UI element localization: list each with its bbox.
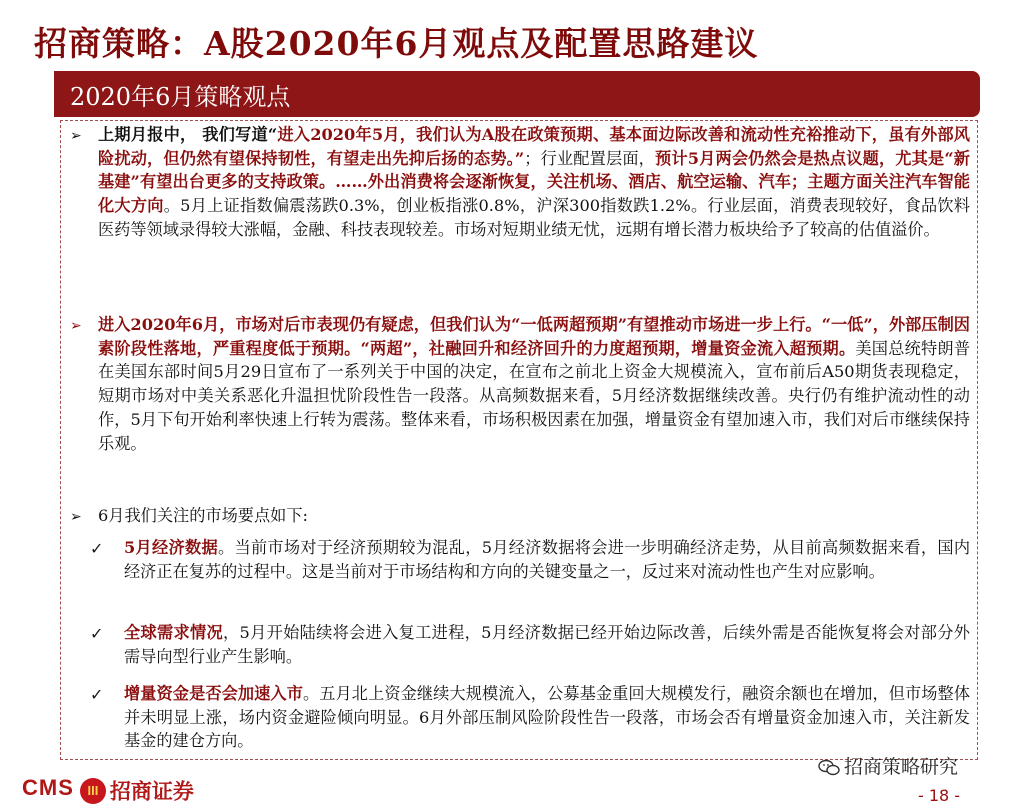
highlight-text: 全球需求情况 — [124, 623, 224, 642]
paragraph-1 — [98, 123, 970, 242]
company-name: 招商证券 — [109, 778, 194, 804]
body-text: 。5月上证指数偏震荡跌0.3%，创业板指涨0.8%，沪深300指数跌1.2%。行业层面，消费表现较好，食品饮料医药等领域录得较大涨幅，金融、科技表现较差。市场对短期业绩无忧，远期有增长潜力板块给予了较高的估值溢价。 — [98, 196, 970, 239]
bullet-arrow-icon: ➢ — [70, 128, 82, 144]
body-text: 美国总统特朗普在美国东部时间5月29日宣布了一系列关于中国的决定，在宣布之前北上资金大规模流入，宣布前后A50期货表现稳定，短期市场对中美关系恶化升温担忧阶段性告一段落。从高频数据来看，5月经济数据继续改善。央行仍有维护流动性的动作，5月下旬开始利率快速上行转为震荡。整体来看，市场积极因素在加强，增量资金有望加速入市，我们对后市继续保持乐观。 — [98, 338, 971, 453]
paragraph-2 — [98, 313, 970, 455]
wechat-icon — [818, 759, 840, 777]
paragraph-3 — [98, 504, 970, 528]
page-title: 招商策略：A股2020年6月观点及配置思路建议 — [34, 24, 759, 63]
check-icon: ✓ — [90, 685, 104, 704]
body-text: 。当前市场对于经济预期较为混乱，5月经济数据将会进一步明确经济走势，从目前高频数据来看，国内经济正在复苏的过程中。这是当前对于市场结构和方向的关键变量之一，反过来对流动性也产生对应影响。 — [124, 538, 971, 581]
wechat-watermark — [818, 752, 958, 779]
highlight-text: 增量资金是否会加速入市 — [124, 684, 303, 703]
section-banner — [54, 71, 980, 117]
logo-seal-icon: III — [80, 778, 106, 804]
check-icon: ✓ — [90, 539, 104, 558]
logo-cms-text: CMS — [22, 775, 74, 800]
watermark-text: 招商策略研究 — [844, 756, 959, 778]
highlight-text: 进入2020年5月，我们认为A股在政策预期、基本面边际改善和流动性充裕推动下，虽有外部风险扰动，但仍然有望保持韧性，有望走出先抑后扬的态势。” — [98, 125, 970, 168]
section-banner-label: 2020年6月策略观点 — [70, 83, 291, 111]
body-text: 。五月北上资金继续大规模流入，公募基金重回大规模发行，融资余额也在增加，但市场整体并未明显上涨，场内资金避险倾向明显。6月外部压制风险阶段性告一段落，市场会否有增量资金加速入市，关注新发基金的建仓方向。 — [124, 684, 971, 751]
check-item-economy — [124, 536, 970, 583]
company-logo — [22, 775, 194, 806]
highlight-text: 进入2020年6月，市场对后市表现仍有疑虑，但我们认为“一低两超预期”有望推动市场进一步上行。“一低”，外部压制因素阶段性落地，严重程度低于预期。“两超”，社融回升和经济回升的力度超预期，增量资金流入超预期。 — [98, 315, 970, 358]
highlight-text: 预计5月两会仍然会是热点议题，尤其是“新基建”有望出台更多的支持政策。……外出消费将会逐渐恢复，关注机场、酒店、航空运输、汽车；主题方面关注汽车智能化大方向 — [98, 148, 970, 216]
check-icon: ✓ — [90, 624, 104, 643]
check-item-global-demand — [124, 621, 970, 668]
body-text: 上期月报中， 我们写道“ — [98, 125, 278, 144]
highlight-text: 5月经济数据 — [124, 538, 218, 557]
check-item-incremental-funds — [124, 682, 970, 753]
body-text: ，5月开始陆续将会进入复工进程，5月经济数据已经开始边际改善，后续外需是否能恢复将会对部分外需导向型行业产生影响。 — [124, 623, 970, 666]
bullet-arrow-icon: ➢ — [70, 318, 82, 334]
bullet-arrow-icon: ➢ — [70, 509, 82, 525]
page-number: - 18 - — [918, 786, 961, 805]
body-text: 6月我们关注的市场要点如下: — [98, 506, 309, 525]
body-text: ；行业配置层面， — [524, 148, 656, 168]
